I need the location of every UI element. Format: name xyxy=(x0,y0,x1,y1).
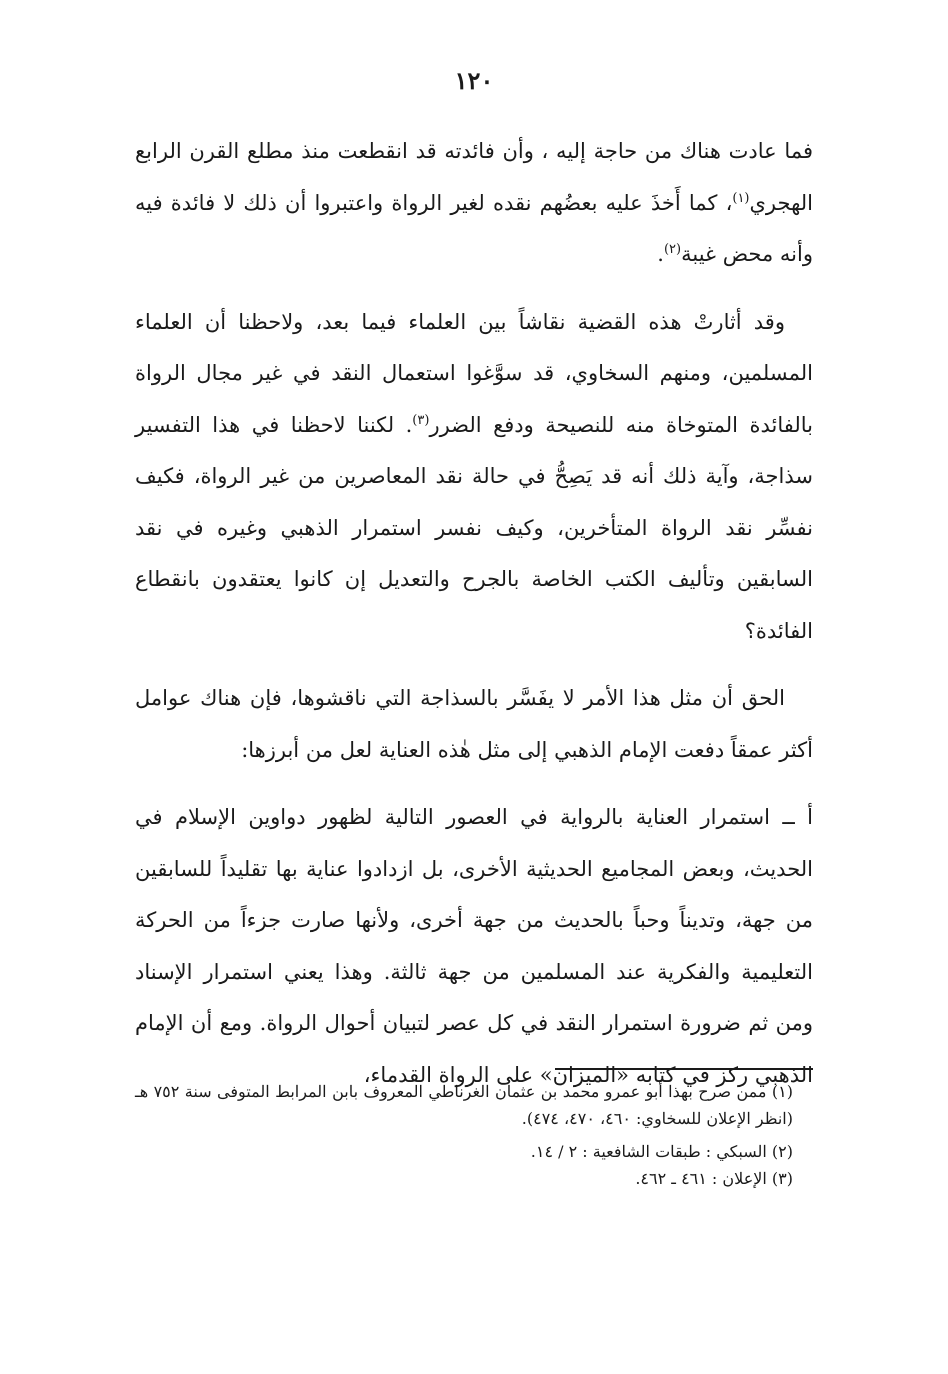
footnote-ref-3: (٣) xyxy=(412,412,430,428)
paragraph-text: الحق أن مثل هذا الأمر لا يفَسَّر بالسذاجة التي ناقشوها، فإن هناك عوامل أكثر عمقاً دفعت الإمام الذهبي إلى مثل هٰذه العناية لعل من أبرزها: xyxy=(135,686,813,762)
paragraph-text: ، كما أَخذَ عليه بعضُهم نقده لغير الرواة واعتبروا أن ذلك لا فائدة فيه وأنه محض غيبة xyxy=(135,190,813,266)
paragraph-2 xyxy=(135,297,813,658)
footnotes xyxy=(135,1078,813,1192)
paragraph-text: وقد أثارتْ هذه القضية نقاشاً بين العلماء فيما بعد، ولاحظنا أن العلماء المسلمين، ومنهم السخاوي، قد سوَّغوا استعمال النقد في غير مجال الرواة بالفائدة المتوخاة منه للنصيحة ودفع الضرر xyxy=(135,309,813,437)
paragraph-4 xyxy=(135,792,813,1101)
footnote-ref-1: (١) xyxy=(732,190,750,206)
footnote-ref-2: (٢) xyxy=(663,242,682,257)
paragraph-text: أ ــ استمرار العناية بالرواية في العصور التالية لظهور دواوين الإسلام في الحديث، وبعض المجاميع الحديثية الأخرى، بل ازدادوا عناية بها تقليداً للسابقين من جهة، وتديناً وحباً بالحديث من جهة أخرى، ولأنها صارت جزءاً من الحركة التعليمية والفكرية عند المسلمين من جهة ثالثة. وهذا يعني استمرار الإسناد ومن ثم ضرورة استمرار النقد في كل عصر لتبيان أحوال الرواة. ومع أن الإمام الذهبي ركز في كتابه «الميزان» على الرواة القدماء، xyxy=(135,805,813,1087)
paragraph-text: . لكننا لاحظنا في هذا التفسير سذاجة، وآية ذلك أنه قد يَصِحُّ في حالة نقد المعاصرين من غير الرواة، فكيف نفسِّر نقد الرواة المتأخرين، وكيف نفسر استمرار الذهبي وغيره في نقد السابقين وتأليف الكتب الخاصة بالجرح والتعديل إن كانوا يعتقدون بانقطاع الفائدة؟ xyxy=(135,412,813,643)
main-text xyxy=(135,126,813,1117)
footnote-3: (٣) الإعلان : ٤٦١ ـ ٤٦٢. xyxy=(635,1169,793,1188)
footnote-separator xyxy=(555,1068,813,1070)
paragraph-3 xyxy=(135,673,813,776)
paragraph-text: . xyxy=(657,242,664,266)
paragraph-1 xyxy=(135,126,813,281)
page-number: ١٢٠ xyxy=(454,66,494,95)
paragraph-text: فما عادت هناك من حاجة إليه ، وأن فائدته قد انقطعت منذ مطلع القرن الرابع الهجري xyxy=(135,139,813,215)
footnote-1: (١) ممن صرح بهذا أبو عمرو محمد بن عثمان الغرناطي المعروف بابن المرابط المتوفى سنة ٧٥٢ هـ (انظر الإعلان للسخاوي: ٤٦٠، ٤٧٠، ٤٧٤). xyxy=(135,1082,793,1128)
footnote-2: (٢) السبكي : طبقات الشافعية : ٢ / ١٤. xyxy=(530,1142,793,1161)
